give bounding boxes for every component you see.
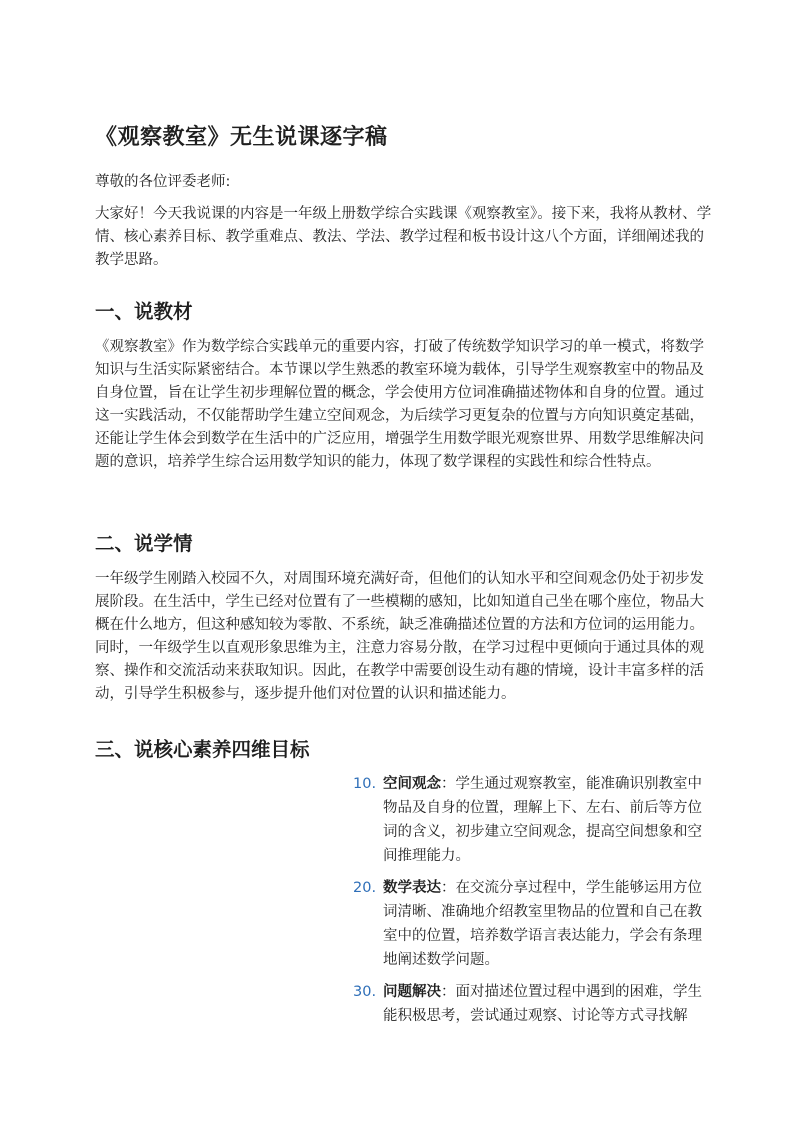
goal-text: ：学生通过观察教室，能准确识别教室中物品及自身的位置，理解上下、左右、前后等方位词的含义，初步建立空间观念，提高空间想象和空间推理能力。 <box>383 776 702 864</box>
list-item-number: 30. <box>353 984 377 1000</box>
goals-list <box>353 772 705 1036</box>
section-heading-goals: 三、说核心素养四维目标 <box>95 738 310 761</box>
goal-term: 空间观念 <box>383 776 441 792</box>
list-item <box>353 980 705 1028</box>
list-item <box>353 876 705 972</box>
section-heading-student: 二、说学情 <box>95 532 193 555</box>
section-body-student: 一年级学生刚踏入校园不久，对周围环境充满好奇，但他们的认知水平和空间观念仍处于初步发展阶段。在生活中，学生已经对位置有了一些模糊的感知，比如知道自己坐在哪个座位，物品大概在什么地方，但这种感知较为零散、不系统，缺乏准确描述位置的方法和方位词的运用能力。同时，一年级学生以直观形象思维为主，注意力容易分散，在学习过程中更倾向于通过具体的观察、操作和交流活动来获取知识。因此，在教学中需要创设生动有趣的情境，设计丰富多样的活动，引导学生积极参与，逐步提升他们对位置的认识和描述能力。 <box>95 571 704 702</box>
goal-text: ：在交流分享过程中，学生能够运用方位词清晰、准确地介绍教室里物品的位置和自己在教室中的位置，培养数学语言表达能力，学会有条理地阐述数学问题。 <box>383 880 702 968</box>
goal-term: 问题解决 <box>383 984 441 1000</box>
list-item-number: 20. <box>353 880 377 896</box>
section-body-textbook: 《观察教室》作为数学综合实践单元的重要内容，打破了传统数学知识学习的单一模式，将数学知识与生活实际紧密结合。本节课以学生熟悉的教室环境为载体，引导学生观察教室中的物品及自身位置，旨在让学生初步理解位置的概念，学会使用方位词准确描述物体和自身的位置。通过这一实践活动，不仅能帮助学生建立空间观念，为后续学习更复杂的位置与方向知识奠定基础，还能让学生体会到数学在生活中的广泛应用，增强学生用数学眼光观察世界、用数学思维解决问题的意识，培养学生综合运用数学知识的能力，体现了数学课程的实践性和综合性特点。 <box>95 339 704 470</box>
intro-paragraph: 大家好！今天我说课的内容是一年级上册数学综合实践课《观察教室》。接下来，我将从教材、学情、核心素养目标、教学重难点、教法、学法、教学过程和板书设计这八个方面，详细阐述我的教学思路。 <box>95 206 712 268</box>
document-title: 《观察教室》无生说课逐字稿 <box>95 125 388 150</box>
section-heading-textbook: 一、说教材 <box>95 300 193 323</box>
list-item-number: 10. <box>353 776 377 792</box>
list-item <box>353 772 705 868</box>
goal-term: 数学表达 <box>383 880 441 896</box>
goal-text: ：面对描述位置过程中遇到的困难，学生能积极思考，尝试通过观察、讨论等方式寻找解 <box>383 984 702 1024</box>
greeting-paragraph: 尊敬的各位评委老师: <box>95 174 231 190</box>
